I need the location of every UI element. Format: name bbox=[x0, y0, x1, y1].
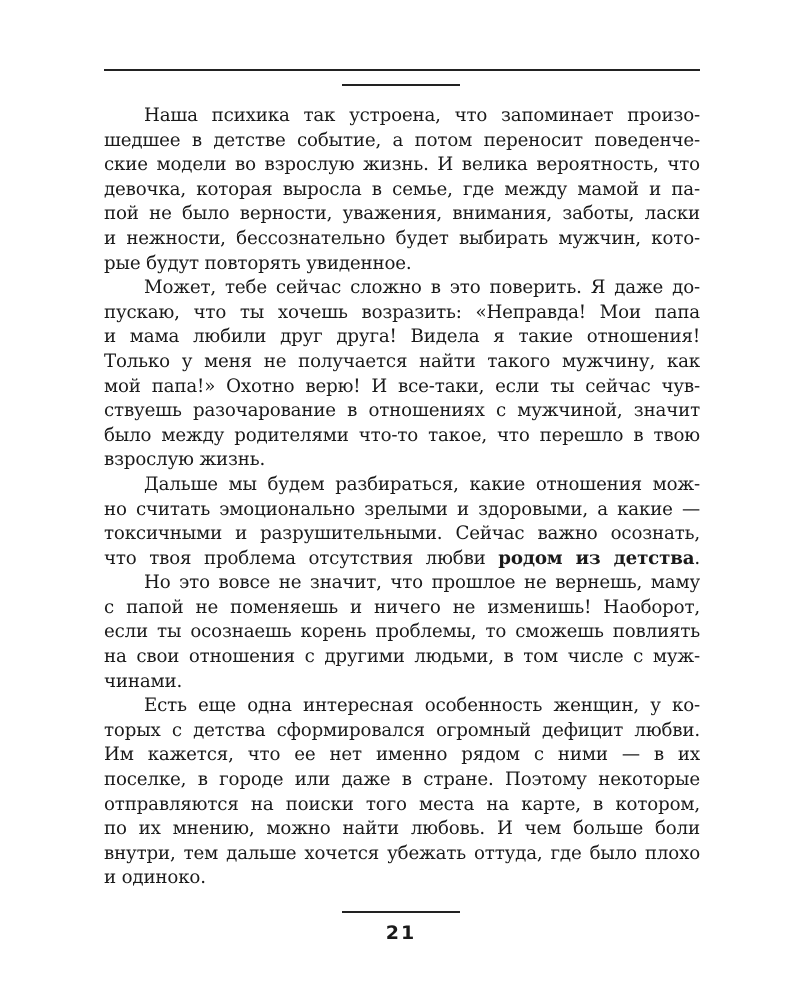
text-line: было между родителями что-то такое, что перешло в твою bbox=[104, 424, 700, 446]
header-short-rule bbox=[342, 84, 460, 86]
text-line: Наша психика так устроена, что запоминает произо- bbox=[144, 105, 700, 126]
text-line: Им кажется, что ее нет именно рядом с ними — в их bbox=[104, 744, 700, 766]
text-line: Дальше мы будем разбираться, какие отношения мож- bbox=[144, 473, 700, 495]
text-line: шедшее в детстве событие, а потом переносит поведенче- bbox=[104, 129, 700, 151]
body-text bbox=[104, 104, 700, 891]
text-line: рые будут повторять увиденное. bbox=[104, 252, 412, 274]
text-line: с папой не поменяешь и ничего не изменишь! Наоборот, bbox=[104, 596, 700, 618]
text-line: и нежности, бессознательно будет выбирать мужчин, кото- bbox=[104, 227, 700, 249]
text-line: но считать эмоционально зрелыми и здоровыми, а какие — bbox=[104, 498, 700, 520]
text-line: и мама любили друг друга! Видела я такие отношения! bbox=[104, 326, 700, 348]
text-line: девочка, которая выросла в семье, где между мамой и па- bbox=[104, 178, 700, 200]
text-line: Есть еще одна интересная особенность женщин, у ко- bbox=[144, 695, 700, 717]
text-line: поселке, в городе или даже в стране. Поэтому некоторые bbox=[104, 769, 700, 791]
text-line: мой папа!» Охотно верю! И все-таки, если ты сейчас чув- bbox=[104, 375, 700, 397]
text-line: и одиноко. bbox=[104, 867, 206, 889]
text-fragment: . bbox=[694, 547, 700, 569]
text-line: пускаю, что ты хочешь возразить: «Неправда! Мои папа bbox=[104, 301, 700, 323]
text-line: Но это вовсе не значит, что прошлое не вернешь, маму bbox=[144, 572, 700, 594]
text-line: если ты осознаешь корень проблемы, то сможешь повлиять bbox=[104, 621, 700, 643]
text-fragment: что твоя проблема отсутствия любви bbox=[104, 547, 499, 569]
text-line: взрослую жизнь. bbox=[104, 449, 266, 471]
text-line: Только у меня не получается найти такого мужчину, как bbox=[104, 350, 700, 372]
text-line: чинами. bbox=[104, 670, 183, 692]
text-line-emphasis bbox=[104, 547, 700, 572]
footer-rule bbox=[342, 911, 460, 913]
emphasis-text: родом из детства bbox=[498, 547, 695, 569]
text-line: пой не было верности, уважения, внимания, заботы, ласки bbox=[104, 203, 700, 225]
text-line: ствуешь разочарование в отношениях с мужчиной, значит bbox=[104, 400, 700, 422]
text-line: торых с детства сформировался огромный дефицит любви. bbox=[104, 719, 700, 741]
text-line: по их мнению, можно найти любовь. И чем больше боли bbox=[104, 818, 700, 840]
text-line: токсичными и разрушительными. Сейчас важно осознать, bbox=[104, 523, 700, 545]
header-rule bbox=[104, 69, 700, 71]
text-line: внутри, тем дальше хочется убежать оттуда, где было плохо bbox=[104, 842, 700, 864]
page-number: 21 bbox=[385, 922, 417, 944]
text-line: Может, тебе сейчас сложно в это поверить. Я даже до- bbox=[144, 277, 700, 299]
text-line: ские модели во взрослую жизнь. И велика вероятность, что bbox=[104, 154, 700, 176]
text-line: отправляются на поиски того места на карте, в котором, bbox=[104, 793, 700, 815]
text-line: на свои отношения с другими людьми, в том числе с муж- bbox=[104, 646, 700, 668]
